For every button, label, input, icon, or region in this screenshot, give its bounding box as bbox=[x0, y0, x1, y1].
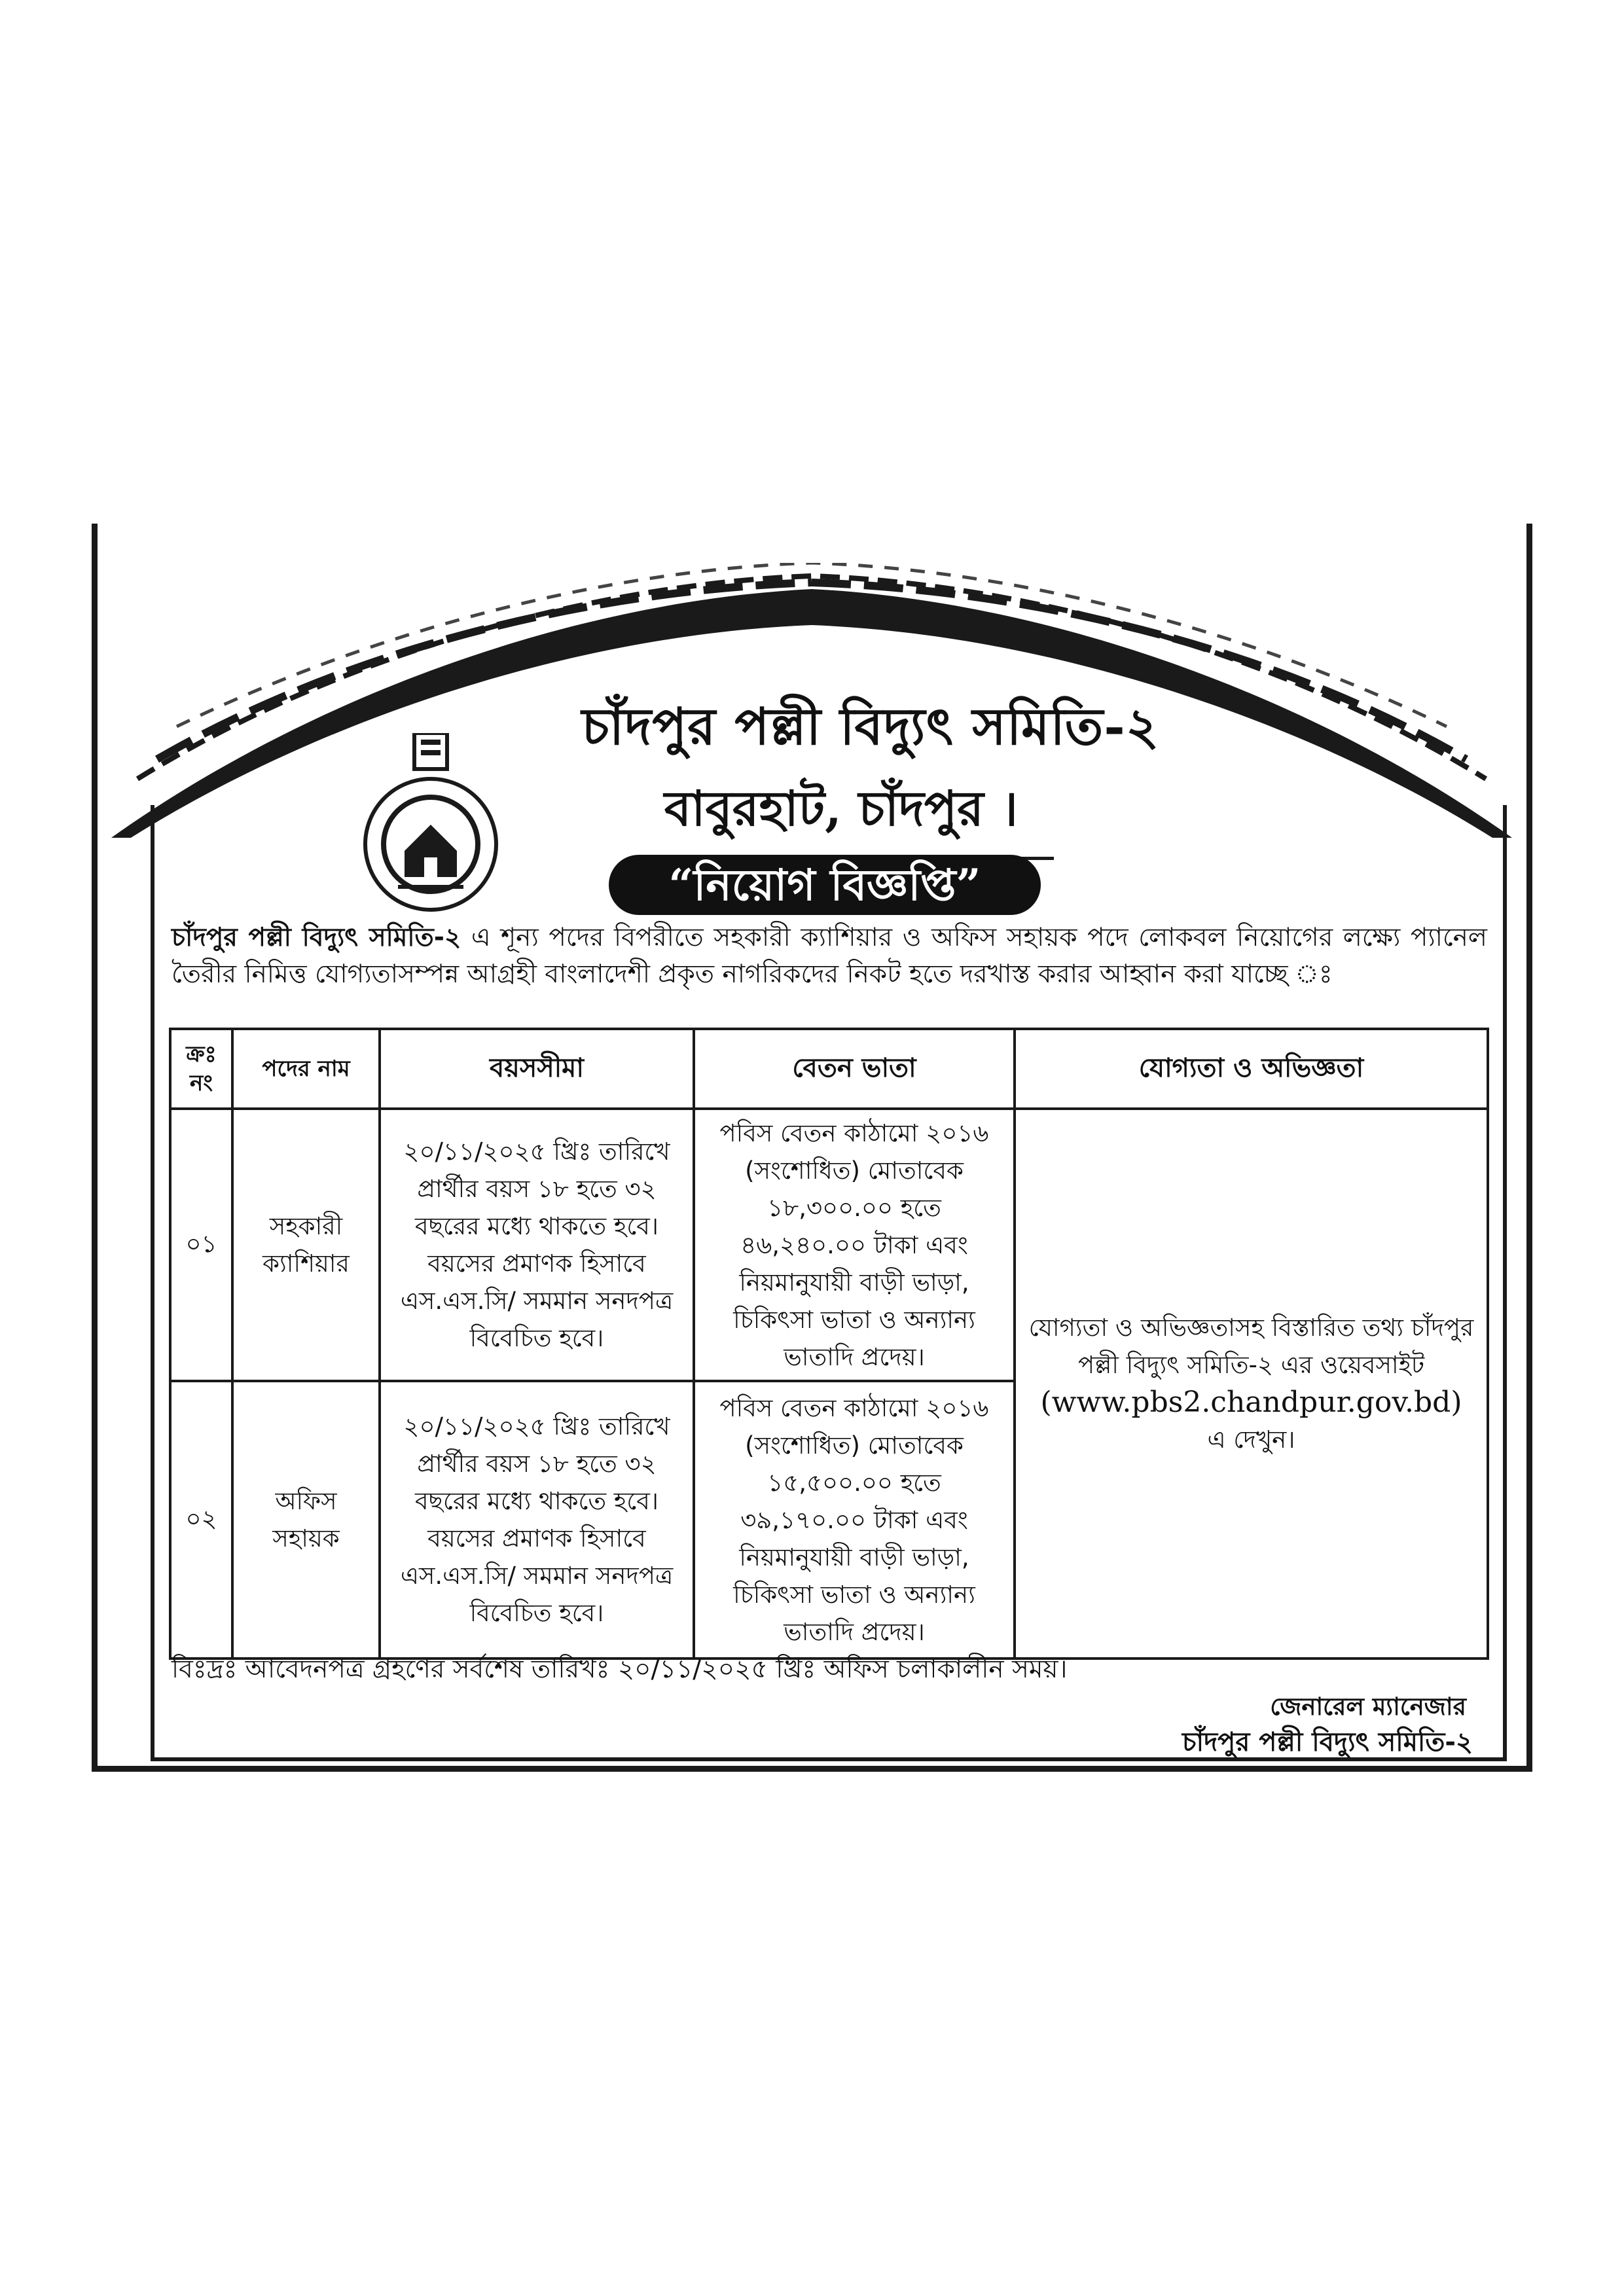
header-serial: ক্রঃ নং bbox=[170, 1029, 232, 1109]
intro-paragraph bbox=[171, 920, 1487, 993]
website-link[interactable]: (www.pbs2.chandpur.gov.bd) bbox=[1040, 1386, 1462, 1419]
intro-text: এ শূন্য পদের বিপরীতে সহকারী ক্যাশিয়ার ও অফিস সহায়ক পদে লোকবল নিয়োগের লক্ষ্যে প্যানেল তৈরীর নিমিত্ত যোগ্যতাসম্পন্ন আগ্রহী বাংলাদেশী প্রকৃত নাগরিকদের নিকট হতে দরখাস্ত করার আহ্বান করা যাচ্ছে ঃ bbox=[171, 923, 1487, 989]
header-age: বয়সসীমা bbox=[380, 1029, 694, 1109]
table-row bbox=[170, 1109, 1488, 1381]
organization-title: চাঁদপুর পল্লী বিদ্যুৎ সমিতি-২ bbox=[581, 697, 1160, 757]
signature-organization: চাঁদপুর পল্লী বিদ্যুৎ সমিতি-২ bbox=[1182, 1727, 1473, 1757]
row-serial: ০২ bbox=[170, 1381, 232, 1659]
header-qualification: যোগ্যতা ও অভিজ্ঞতা bbox=[1015, 1029, 1488, 1109]
pbs-emblem-icon bbox=[359, 733, 503, 929]
organization-location: বাবুরহাট, চাঁদপুর । bbox=[628, 772, 1054, 860]
row-post: অফিস সহায়ক bbox=[232, 1381, 380, 1659]
outer-frame-left bbox=[92, 524, 98, 1772]
qualification-suffix: এ দেখুন। bbox=[1207, 1426, 1295, 1454]
notice-title-banner: “নিয়োগ বিজ্ঞপ্তি” bbox=[609, 855, 1041, 915]
intro-org-name: চাঁদপুর পল্লী বিদ্যুৎ সমিতি-২ bbox=[171, 923, 461, 952]
outer-frame-right bbox=[1526, 524, 1532, 1772]
header-salary: বেতন ভাতা bbox=[694, 1029, 1015, 1109]
row-salary: পবিস বেতন কাঠামো ২০১৬ (সংশোধিত) মোতাবেক ১৮,৩০০.০০ হতে ৪৬,২৪০.০০ টাকা এবং নিয়মানুযায়ী বাড়ী ভাড়া, চিকিৎসা ভাতা ও অন্যান্য ভাতাদি প্রদেয়। bbox=[694, 1109, 1015, 1381]
row-age-limit: ২০/১১/২০২৫ খ্রিঃ তারিখে প্রার্থীর বয়স ১৮ হতে ৩২ বছরের মধ্যে থাকতে হবে। বয়সের প্রমাণক হিসাবে এস.এস.সি/ সমমান সনদপত্র বিবেচিত হবে। bbox=[380, 1381, 694, 1659]
row-serial: ০১ bbox=[170, 1109, 232, 1381]
qualification-text: যোগ্যতা ও অভিজ্ঞতাসহ বিস্তারিত তথ্য চাঁদপুর পল্লী বিদ্যুৎ সমিতি-২ এর ওয়েবসাইট bbox=[1028, 1314, 1474, 1379]
signature-designation: জেনারেল ম্যানেজার bbox=[1270, 1693, 1466, 1721]
row-age-limit: ২০/১১/২০২৫ খ্রিঃ তারিখে প্রার্থীর বয়স ১৮ হতে ৩২ বছরের মধ্যে থাকতে হবে। বয়সের প্রমাণক হিসাবে এস.এস.সি/ সমমান সনদপত্র বিবেচিত হবে। bbox=[380, 1109, 694, 1381]
outer-frame-bottom bbox=[92, 1766, 1532, 1772]
organization-logo bbox=[359, 733, 503, 929]
row-salary: পবিস বেতন কাঠামো ২০১৬ (সংশোধিত) মোতাবেক ১৫,৫০০.০০ হতে ৩৯,১৭০.০০ টাকা এবং নিয়মানুযায়ী বাড়ী ভাড়া, চিকিৎসা ভাতা ও অন্যান্য ভাতাদি প্রদেয়। bbox=[694, 1381, 1015, 1659]
footnote: বিঃদ্রঃ আবেদনপত্র গ্রহণের সর্বশেষ তারিখঃ ২০/১১/২০২৫ খ্রিঃ অফিস চলাকালীন সময়। bbox=[171, 1655, 1068, 1684]
vacancy-table bbox=[169, 1028, 1489, 1660]
table-header-row bbox=[170, 1029, 1488, 1109]
header-post: পদের নাম bbox=[232, 1029, 380, 1109]
qualification-cell bbox=[1015, 1109, 1488, 1659]
row-post: সহকারী ক্যাশিয়ার bbox=[232, 1109, 380, 1381]
